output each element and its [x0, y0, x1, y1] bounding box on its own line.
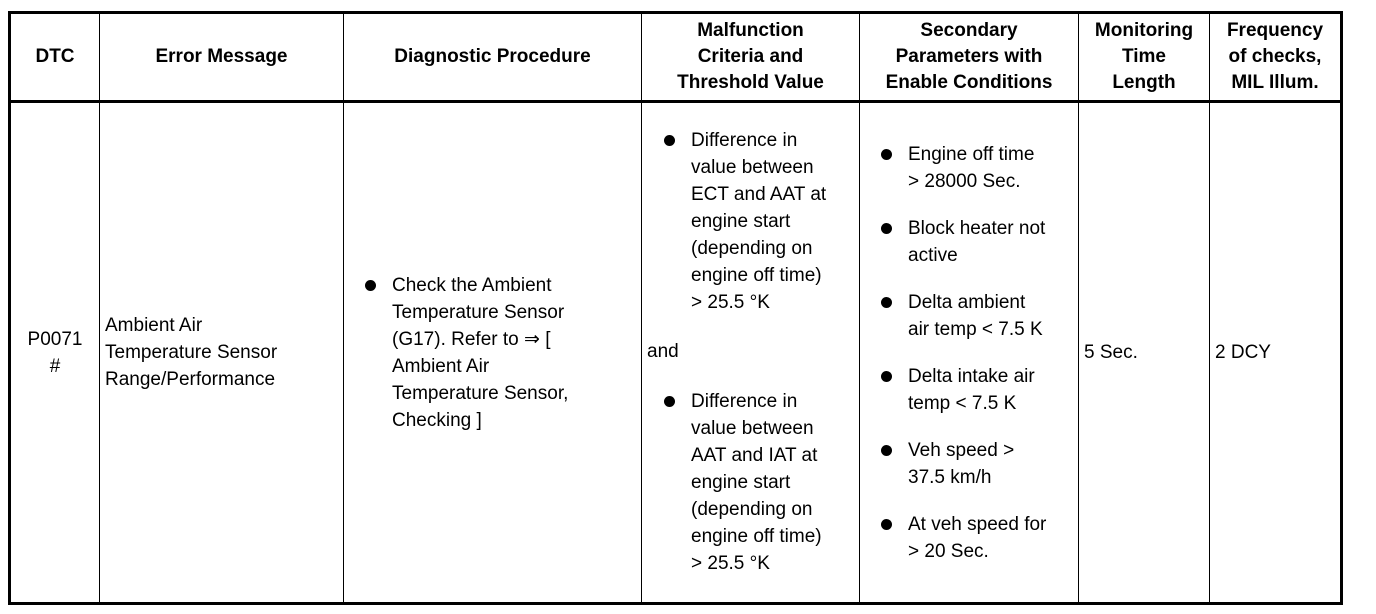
text-line: Delta ambient — [908, 291, 1026, 313]
text-line: Block heater not — [908, 217, 1046, 239]
cell-secondary-parameters — [860, 102, 1079, 604]
text-line: engine start — [691, 210, 791, 232]
text-line: value between — [691, 417, 814, 439]
header-line: Time — [1121, 46, 1166, 67]
bullet-icon — [881, 223, 892, 234]
header-diagnostic-procedure: Diagnostic Procedure — [344, 13, 642, 102]
text-line: engine start — [691, 471, 791, 493]
text-line: Ambient Air — [105, 315, 203, 336]
text-line: Range/Performance — [105, 369, 276, 390]
header-line: Parameters with — [895, 46, 1043, 67]
text-line: Difference in — [691, 390, 798, 412]
text-line: Checking ] — [392, 409, 482, 431]
text-line: Ambient Air — [392, 355, 490, 377]
cell-frequency: 2 DCY — [1210, 102, 1342, 604]
text-line: temp < 7.5 K — [908, 392, 1017, 414]
dtc-code: P0071 — [27, 328, 83, 350]
header-dtc: DTC — [10, 13, 100, 102]
cell-diagnostic-procedure — [344, 102, 642, 604]
header-line: MIL Illum. — [1231, 72, 1319, 93]
text-line: ECT and AAT at — [691, 183, 827, 205]
text-line: > 20 Sec. — [908, 540, 989, 562]
list-item — [344, 272, 641, 434]
cell-malfunction-criteria — [642, 102, 860, 604]
dtc-marker: # — [49, 355, 61, 377]
list-item — [860, 437, 1078, 491]
list-item — [860, 215, 1078, 269]
text-line: Temperature Sensor, — [392, 382, 569, 404]
header-line: Length — [1112, 72, 1176, 93]
list-item — [860, 289, 1078, 343]
header-line: Threshold Value — [677, 72, 824, 93]
text-line: Veh speed > — [908, 439, 1015, 461]
text-line: > 25.5 °K — [691, 291, 770, 313]
list-item — [642, 388, 859, 577]
text-line: engine off time) — [691, 264, 822, 286]
text-line: Temperature Sensor — [392, 301, 565, 323]
text-line: 37.5 km/h — [908, 466, 992, 488]
header-line: Enable Conditions — [885, 72, 1053, 93]
text-line: (depending on — [691, 237, 813, 259]
text-line: engine off time) — [691, 525, 822, 547]
header-line: Criteria and — [697, 46, 804, 67]
header-row — [10, 13, 1342, 102]
header-monitoring-time — [1079, 13, 1210, 102]
cell-dtc — [10, 102, 100, 604]
list-item — [860, 511, 1078, 565]
bullet-icon — [881, 445, 892, 456]
text-line: (depending on — [691, 498, 813, 520]
bullet-icon — [664, 396, 675, 407]
text-line: active — [908, 244, 958, 266]
text-line: value between — [691, 156, 814, 178]
header-malfunction-criteria — [642, 13, 860, 102]
text-line: (G17). Refer to ⇒ [ — [392, 328, 551, 350]
header-line: Secondary — [920, 20, 1018, 41]
criteria-conjunction: and — [647, 340, 679, 362]
bullet-icon — [365, 280, 376, 291]
header-line: of checks, — [1228, 46, 1322, 67]
header-line: Monitoring — [1094, 20, 1194, 41]
bullet-icon — [881, 149, 892, 160]
text-line: Temperature Sensor — [105, 342, 278, 363]
secondary-list — [860, 141, 1078, 565]
list-item — [860, 363, 1078, 417]
procedure-list — [344, 272, 641, 434]
text-line: air temp < 7.5 K — [908, 318, 1043, 340]
cell-monitoring-time: 5 Sec. — [1079, 102, 1210, 604]
bullet-icon — [881, 297, 892, 308]
text-line: > 28000 Sec. — [908, 170, 1021, 192]
bullet-icon — [664, 135, 675, 146]
text-line: AAT and IAT at — [691, 444, 818, 466]
text-line: Delta intake air — [908, 365, 1035, 387]
header-line: Malfunction — [697, 20, 804, 41]
table-row — [10, 102, 1342, 604]
text-line: > 25.5 °K — [691, 552, 770, 574]
header-secondary-parameters — [860, 13, 1079, 102]
criteria-list — [642, 127, 859, 316]
bullet-icon — [881, 519, 892, 530]
text-line: Difference in — [691, 129, 798, 151]
list-item — [860, 141, 1078, 195]
cell-error-message — [100, 102, 344, 604]
bullet-icon — [881, 371, 892, 382]
dtc-table — [8, 11, 1343, 605]
header-error-message: Error Message — [100, 13, 344, 102]
criteria-list — [642, 388, 859, 577]
text-line: At veh speed for — [908, 513, 1047, 535]
list-item — [642, 127, 859, 316]
header-frequency — [1210, 13, 1342, 102]
text-line: Engine off time — [908, 143, 1035, 165]
text-line: Check the Ambient — [392, 274, 552, 296]
header-line: Frequency — [1226, 20, 1324, 41]
